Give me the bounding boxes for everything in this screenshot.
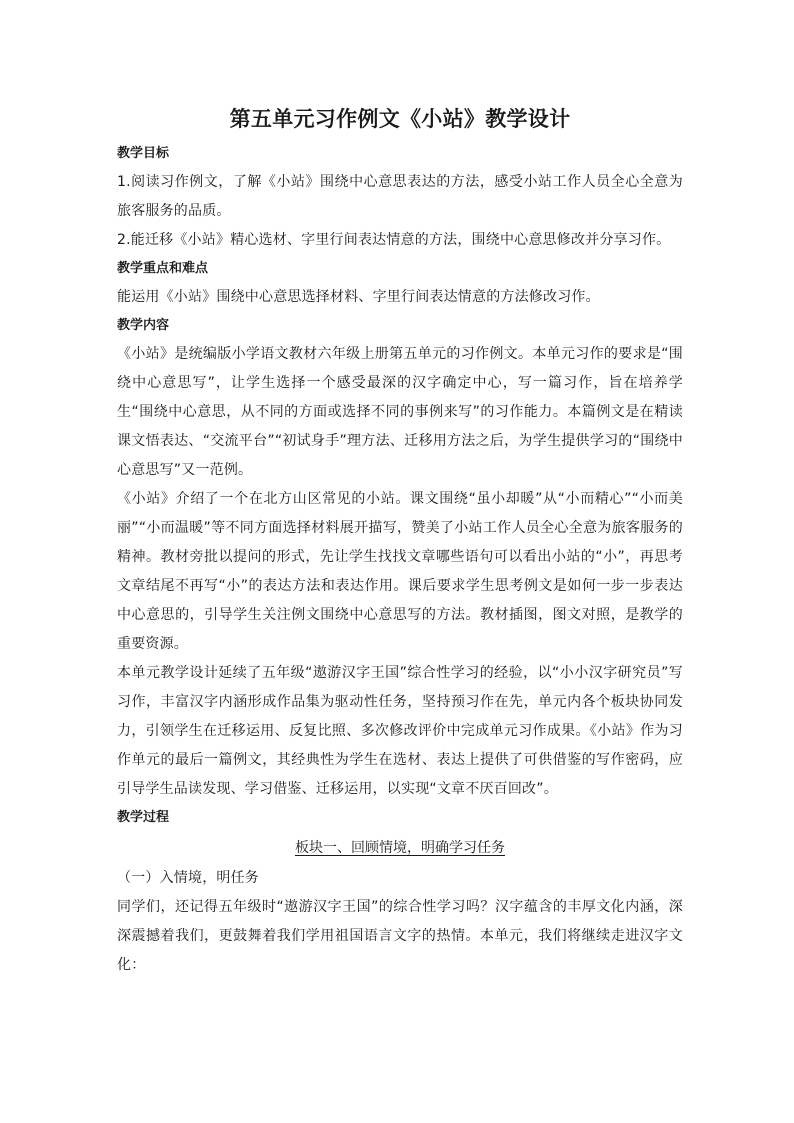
paragraph-key-points: 能运用《小站》围绕中心意思选择材料、字里行间表达情意的方法修改习作。 [117,289,600,305]
heading-teaching-goals: 教学目标 [117,146,170,161]
paragraph-content-2: 《小站》介绍了一个在北方山区常见的小站。课文围绕“虽小却暖”从“小而精心”“小而美丽”“小而温暖”等不同方面选择材料展开描写，赞美了小站工作人员全心全意为旅客服务的精神。教材旁批以提问的形式，先让学生找找文章哪些语句可以看出小站的“小”，再思考文章结尾不再写“小”的表达方法和表达作用。课后要求学生思考例文是如何一步一步表达中心意思的，引导学生关注例文围绕中心意思写的方法。教材插图，图文对照，是教学的重要资源。 [117,491,683,652]
heading-teaching-content: 教学内容 [117,318,170,333]
paragraph-goal-1: 1.阅读习作例文，了解《小站》围绕中心意思表达的方法，感受小站工作人员全心全意为旅客服务的品质。 [117,174,683,219]
document-title: 第五单元习作例文《小站》教学设计 [229,107,571,131]
section-title-text: 板块一、回顾情境，明确学习任务 [295,840,505,856]
paragraph-process-1: 同学们，还记得五年级时“遨游汉字王国”的综合性学习吗？汉字蕴含的丰厚文化内涵，深深震撼着我们，更鼓舞着我们学用祖国语言文字的热情。本单元，我们将继续走进汉字文化： [117,899,683,973]
paragraph-content-1: 《小站》是统编版小学语文教材六年级上册第五单元的习作例文。本单元习作的要求是“围绕中心意思写”，让学生选择一个感受最深的汉字确定中心，写一篇习作，旨在培养学生“围绕中心意思，从不同的方面或选择不同的事例来写”的习作能力。本篇例文是在精读课文悟表达、“交流平台”“初试身手”理方法、迁移用方法之后，为学生提供学习的“围绕中心意思写”又一范例。 [117,346,683,478]
heading-teaching-process: 教学过程 [117,810,170,825]
paragraph-goal-2: 2.能迁移《小站》精心选材、字里行间表达情意的方法，围绕中心意思修改并分享习作。 [117,232,671,248]
heading-key-points: 教学重点和难点 [117,261,209,276]
document-body [117,102,683,980]
section-title-block-1 [117,832,683,864]
paragraph-content-3: 本单元教学设计延续了五年级“遨游汉字王国”综合性学习的经验，以“小小汉字研究员”写习作，丰富汉字内涵形成作品集为驱动性任务，坚持预习作在先，单元内各个板块协同发力，引领学生在迁移运用、反复比照、多次修改评价中完成单元习作成果。《小站》作为习作单元的最后一篇例文，其经典性为学生在选材、表达上提供了可供借鉴的写作密码，应引导学生品读发现、学习借鉴、迁移运用，以实现“文章不厌百回改”。 [117,665,683,797]
paragraph-subheading-1: （一）入情境，明任务 [117,870,259,886]
